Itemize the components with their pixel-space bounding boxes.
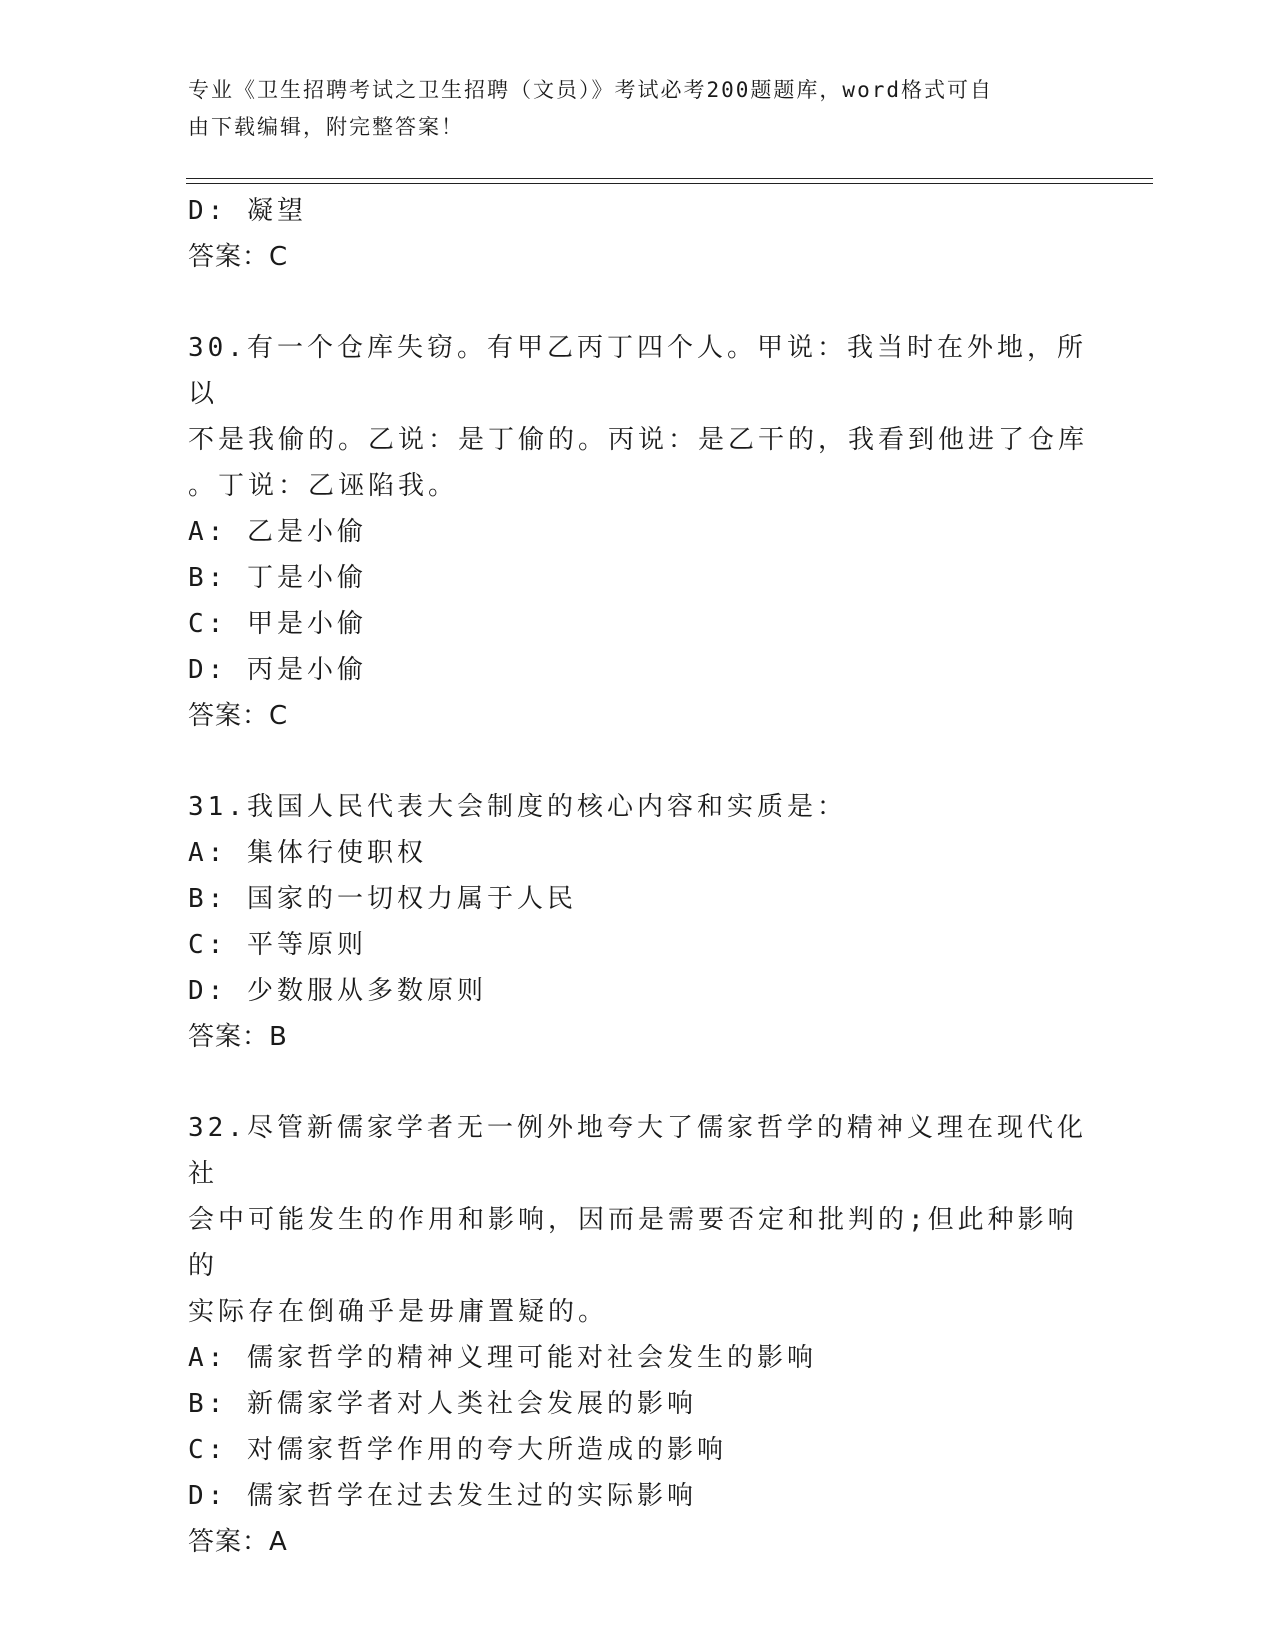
document-header bbox=[188, 72, 1088, 146]
option-d: D: 少数服从多数原则 bbox=[188, 976, 487, 1006]
option-b: B: 丁是小偷 bbox=[188, 563, 367, 593]
previous-question-tail bbox=[188, 188, 1088, 280]
document-body bbox=[188, 188, 1088, 1565]
option-d: D: 丙是小偷 bbox=[188, 655, 367, 685]
option-a: A: 儒家哲学的精神义理可能对社会发生的影响 bbox=[188, 1343, 817, 1373]
header-divider-top bbox=[186, 178, 1153, 179]
question-stem-line: 30.有一个仓库失窃。有甲乙丙丁四个人。甲说：我当时在外地，所以 bbox=[188, 333, 1087, 409]
question-32 bbox=[188, 1105, 1088, 1565]
option-c: C: 平等原则 bbox=[188, 930, 367, 960]
answer-line: 答案：B bbox=[188, 1022, 288, 1052]
option-c: C: 对儒家哲学作用的夸大所造成的影响 bbox=[188, 1435, 727, 1465]
answer-line: 答案：A bbox=[188, 1527, 288, 1557]
option-a: A: 集体行使职权 bbox=[188, 838, 427, 868]
question-stem-line: 实际存在倒确乎是毋庸置疑的。 bbox=[188, 1297, 609, 1327]
option-b: B: 新儒家学者对人类社会发展的影响 bbox=[188, 1389, 697, 1419]
header-line-2: 由下载编辑，附完整答案！ bbox=[188, 115, 464, 139]
option-b: B: 国家的一切权力属于人民 bbox=[188, 884, 577, 914]
question-stem-line: 。丁说：乙诬陷我。 bbox=[188, 471, 459, 501]
question-stem-line: 不是我偷的。乙说：是丁偷的。丙说：是乙干的，我看到他进了仓库 bbox=[188, 425, 1089, 455]
option-c: C: 甲是小偷 bbox=[188, 609, 367, 639]
question-stem-line: 会中可能发生的作用和影响，因而是需要否定和批判的;但此种影响的 bbox=[188, 1205, 1078, 1281]
header-divider-bottom bbox=[186, 183, 1153, 184]
answer-line: 答案：C bbox=[188, 701, 289, 731]
question-31 bbox=[188, 784, 1088, 1060]
option-d: D: 儒家哲学在过去发生过的实际影响 bbox=[188, 1481, 697, 1511]
option-d: D: 凝望 bbox=[188, 196, 307, 226]
answer-line: 答案：C bbox=[188, 242, 289, 272]
question-stem-line: 32.尽管新儒家学者无一例外地夸大了儒家哲学的精神义理在现代化社 bbox=[188, 1113, 1087, 1189]
question-30 bbox=[188, 325, 1088, 739]
option-a: A: 乙是小偷 bbox=[188, 517, 367, 547]
header-line-1: 专业《卫生招聘考试之卫生招聘（文员）》考试必考200题题库，word格式可自 bbox=[188, 78, 993, 102]
question-stem-line: 31.我国人民代表大会制度的核心内容和实质是： bbox=[188, 792, 847, 822]
